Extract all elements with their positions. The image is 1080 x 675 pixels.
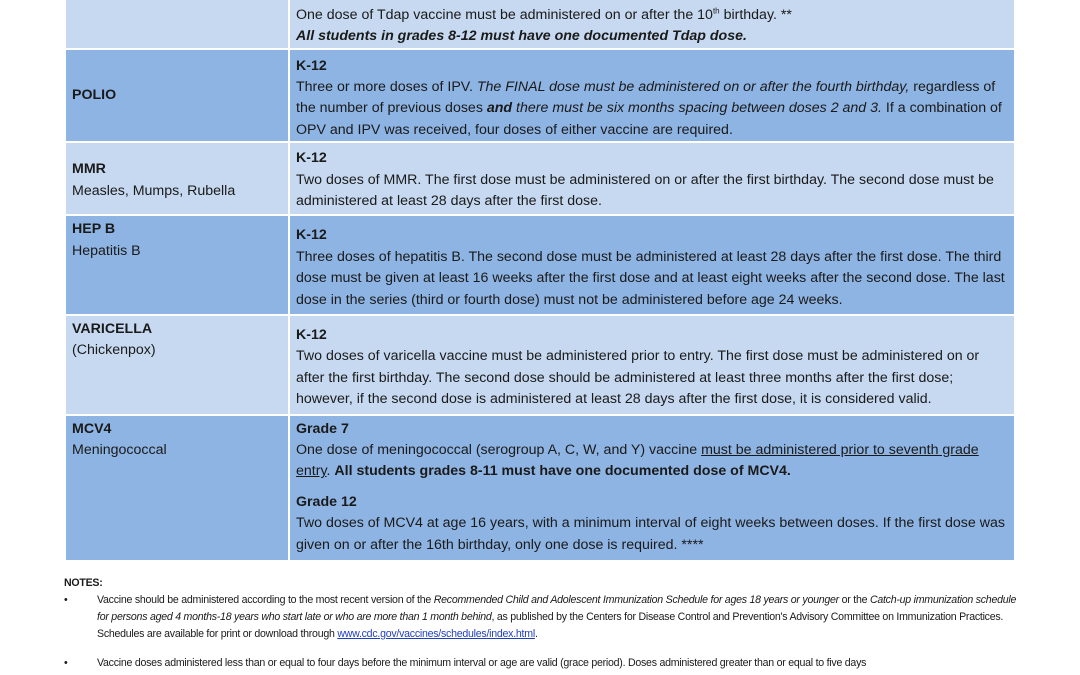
mcv4-grade12-requirement-text: Two doses of MCV4 at age 16 years, with a minimum interval of eight weeks between doses. If the first dose was given on or after the 16th birthday, only one dose is required. ****: [296, 515, 1005, 553]
table-row-mcv4: [65, 415, 1015, 561]
table-row-polio: [65, 49, 1015, 143]
immunization-requirements-table: [64, 0, 1016, 562]
table-row-tdap: [65, 0, 1015, 49]
tdap-requirement-text: One dose of Tdap vaccine must be administered on or after the 10th birthday. **: [296, 6, 792, 23]
requirement-cell: [289, 315, 1015, 415]
grade-label: K-12: [296, 227, 327, 244]
varicella-requirement-text: Two doses of varicella vaccine must be administered prior to entry. The first dose must be administered on or after the first birthday. The second dose should be administered at least three months after the first dose; however, if the second dose is administered at least 28 days after the first dose, it is considered valid.: [296, 348, 980, 408]
notes-title: NOTES:: [64, 577, 103, 589]
notes-section: [64, 575, 1024, 672]
hepb-requirement-text: Three doses of hepatitis B. The second dose must be administered at least 28 days after the first dose. The third dose must be given at least 16 weeks after the first dose and at least eight weeks after the second dose. The last dose in the series (third or fourth dose) must not be administered before age 24 weeks.: [296, 248, 1005, 308]
note-item: • Vaccine should be administered according to the most recent version of the Recommended Child and Adolescent Immunization Schedule for ages 18 years or younger or the Catch-up immunization schedule for persons aged 4 months-18 years who start late or who are more than 1 month behind, as published by the Centers for Disease Control and Prevention's Advisory Committee on Immunization Practices. Schedules are available for print or download through www.cdc.gov/vaccines/schedules/index.html.: [64, 594, 1017, 640]
polio-requirement-text: Three or more doses of IPV. The FINAL dose must be administered on or after the fourth birthday, regardless of the number of previous doses and there must be six months spacing between doses 2 and 3. If a combination of OPV and IPV was received, four doses of either vaccine are required.: [296, 78, 1002, 138]
vaccine-name-cell: [65, 415, 289, 561]
mmr-requirement-text: Two doses of MMR. The first dose must be administered on or after the first birthday. The second dose must be administered at least 28 days after the first dose.: [296, 171, 994, 209]
vaccine-name-cell: [65, 49, 289, 143]
requirement-cell: [289, 215, 1015, 315]
grade-label: Grade 7: [296, 420, 349, 437]
tdap-grades-8-12-statement: All students in grades 8-12 must have one documented Tdap dose.: [296, 28, 747, 45]
requirement-cell: [289, 142, 1015, 215]
table-row-mmr: [65, 142, 1015, 215]
vaccine-name-cell: [65, 142, 289, 215]
requirement-cell: [289, 49, 1015, 143]
vaccine-name-cell: [65, 315, 289, 415]
vaccine-full-name: (Chickenpox): [72, 342, 156, 359]
vaccine-name-cell: [65, 0, 289, 49]
bullet-icon: •: [64, 594, 68, 606]
bullet-icon: •: [64, 657, 68, 669]
mcv4-grade7-requirement-text: One dose of meningococcal (serogroup A, C, W, and Y) vaccine must be administered prior to seventh grade entry. All students grades 8-11 must have one documented dose of MCV4.: [296, 442, 979, 480]
grade-label: Grade 12: [296, 493, 357, 510]
vaccine-full-name: Measles, Mumps, Rubella: [72, 182, 236, 199]
vaccine-name: VARICELLA: [72, 321, 153, 338]
vaccine-name: MCV4: [72, 420, 112, 437]
vaccine-name: POLIO: [72, 86, 117, 103]
vaccine-full-name: Hepatitis B: [72, 242, 141, 259]
grade-label: K-12: [296, 150, 327, 167]
requirement-cell: [289, 0, 1015, 49]
vaccine-name: MMR: [72, 161, 106, 178]
vaccine-full-name: Meningococcal: [72, 442, 167, 459]
requirement-cell: [289, 415, 1015, 561]
vaccine-name-cell: [65, 215, 289, 315]
vaccine-name: HEP B: [72, 221, 116, 238]
grade-label: K-12: [296, 57, 327, 74]
cdc-schedules-link[interactable]: www.cdc.gov/vaccines/schedules/index.html: [337, 628, 535, 640]
grade-label: K-12: [296, 327, 327, 344]
table-row-hepb: [65, 215, 1015, 315]
note-item: • Vaccine doses administered less than or equal to four days before the minimum interval or age are valid (grace period). Doses administered greater than or equal to five days: [64, 655, 1024, 672]
table-row-varicella: [65, 315, 1015, 415]
